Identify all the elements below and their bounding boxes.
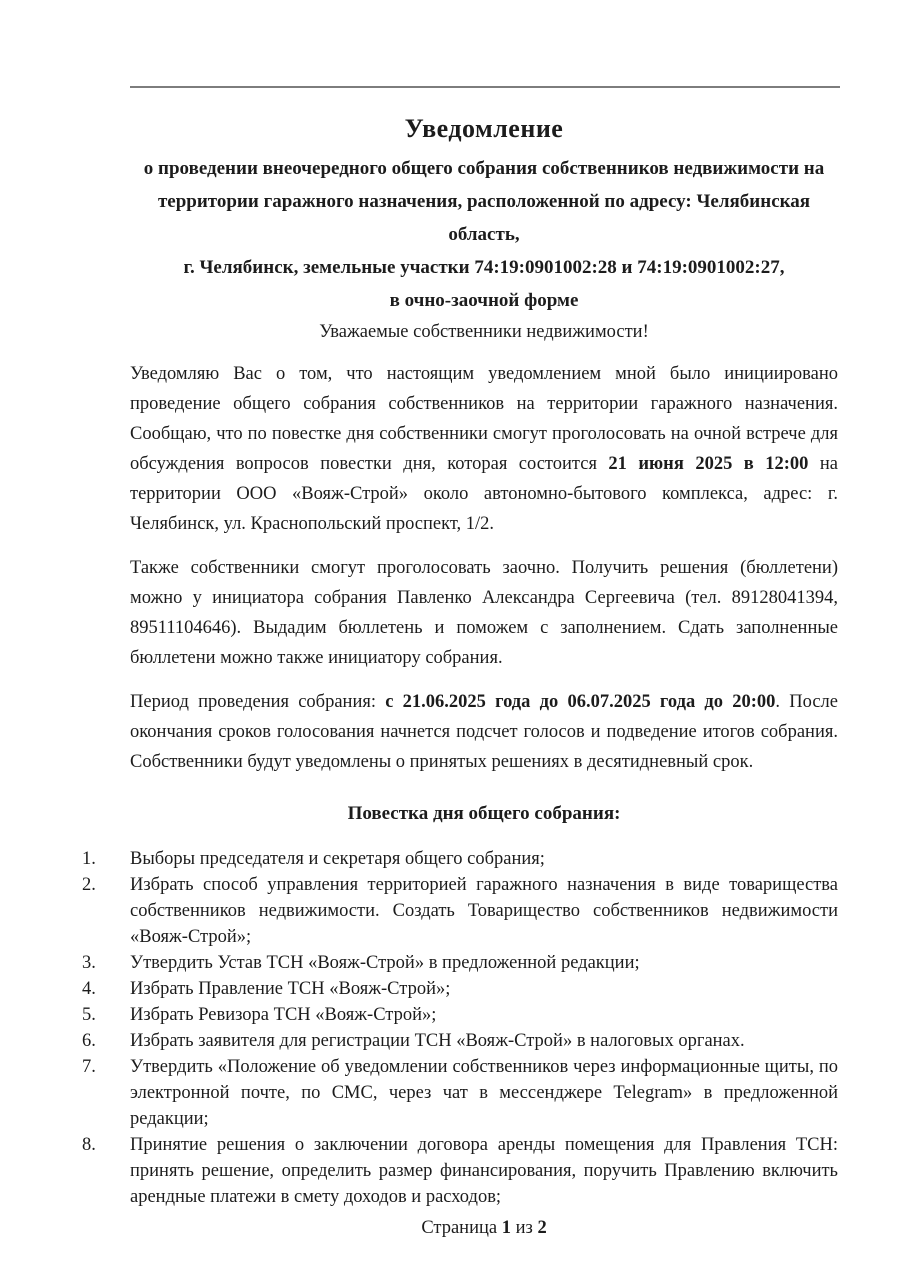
agenda-item xyxy=(82,1028,838,1054)
agenda-item-number: 8. xyxy=(82,1135,96,1155)
greeting-text: Уважаемые собственники недвижимости! xyxy=(319,322,649,342)
agenda-heading: Повестка дня общего собрания: xyxy=(347,803,621,824)
agenda-item-text: Выборы председателя и секретаря общего собрания; xyxy=(130,849,545,869)
document-subtitle xyxy=(130,152,838,317)
paragraph-voting-period: Период проведения собрания: с 21.06.2025 года до 06.07.2025 года до 20:00. После окончания сроков голосования начнется подсчет голосов и подведение итогов собрания. Собственники будут уведомлены о принятых решениях в десятидневный срок. xyxy=(130,692,838,772)
agenda-item-text: Избрать способ управления территорией гаражного назначения в виде товарищества собственников недвижимости. Создать Товарищество собственников недвижимости «Вояж-Строй»; xyxy=(130,875,838,947)
agenda-item-text: Избрать Правление ТСН «Вояж-Строй»; xyxy=(130,979,451,999)
agenda-item xyxy=(82,1132,838,1210)
agenda-item xyxy=(82,846,838,872)
agenda-item xyxy=(82,950,838,976)
agenda-item-number: 4. xyxy=(82,979,96,999)
document-subtitle-line: г. Челябинск, земельные участки 74:19:0901002:28 и 74:19:0901002:27, xyxy=(183,257,785,278)
agenda-item-text: Избрать Ревизора ТСН «Вояж-Строй»; xyxy=(130,1005,437,1025)
document-title: Уведомление xyxy=(404,114,564,143)
agenda-item-number: 5. xyxy=(82,1005,96,1025)
agenda-item-number: 6. xyxy=(82,1031,96,1051)
agenda-item-number: 2. xyxy=(82,875,96,895)
document-subtitle-line: в очно-заочной форме xyxy=(389,290,579,311)
agenda-item-text: Утвердить Устав ТСН «Вояж-Строй» в предложенной редакции; xyxy=(130,953,640,973)
agenda-item-number: 7. xyxy=(82,1057,96,1077)
agenda-item-text: Утвердить «Положение об уведомлении собственников через информационные щиты, по электронной почте, по СМС, через чат в мессенджере Telegram» в предложенной редакции; xyxy=(130,1057,838,1129)
agenda-item xyxy=(82,1002,838,1028)
agenda-item-number: 1. xyxy=(82,849,96,869)
paragraph-meeting-notice: Уведомляю Вас о том, что настоящим уведомлением мной было инициировано проведение общего собрания собственников на территории гаражного назначения. Сообщаю, что по повестке дня собственники смогут проголосовать на очной встрече для обсуждения вопросов повестки дня, которая состоится 21 июня 2025 в 12:00 на территории ООО «Вояж-Строй» около автономно-бытового комплекса, адрес: г. Челябинск, ул. Краснопольский проспект, 1/2. xyxy=(130,364,838,534)
agenda-item-text: Избрать заявителя для регистрации ТСН «Вояж-Строй» в налоговых органах. xyxy=(130,1031,745,1051)
document-subtitle-line: территории гаражного назначения, расположенной по адресу: Челябинская область, xyxy=(157,191,811,245)
page-footer: Страница 1 из 2 xyxy=(421,1218,547,1238)
agenda-item xyxy=(82,976,838,1002)
paragraph-absentee-voting: Также собственники смогут проголосовать заочно. Получить решения (бюллетени) можно у инициатора собрания Павленко Александра Сергеевича (тел. 89128041394, 89511104646). Выдадим бюллетень и поможем с заполнением. Сдать заполненные бюллетени можно также инициатору собрания. xyxy=(130,558,838,668)
agenda-item xyxy=(82,872,838,950)
agenda-item-number: 3. xyxy=(82,953,96,973)
document-subtitle-line: о проведении внеочередного общего собрания собственников недвижимости на xyxy=(143,158,825,179)
agenda-item xyxy=(82,1054,838,1132)
agenda-list xyxy=(82,846,838,1210)
agenda-item-text: Принятие решения о заключении договора аренды помещения для Правления ТСН: принять решение, определить размер финансирования, поручить Правлению включить арендные платежи в смету доходов и расходов; xyxy=(130,1135,838,1207)
